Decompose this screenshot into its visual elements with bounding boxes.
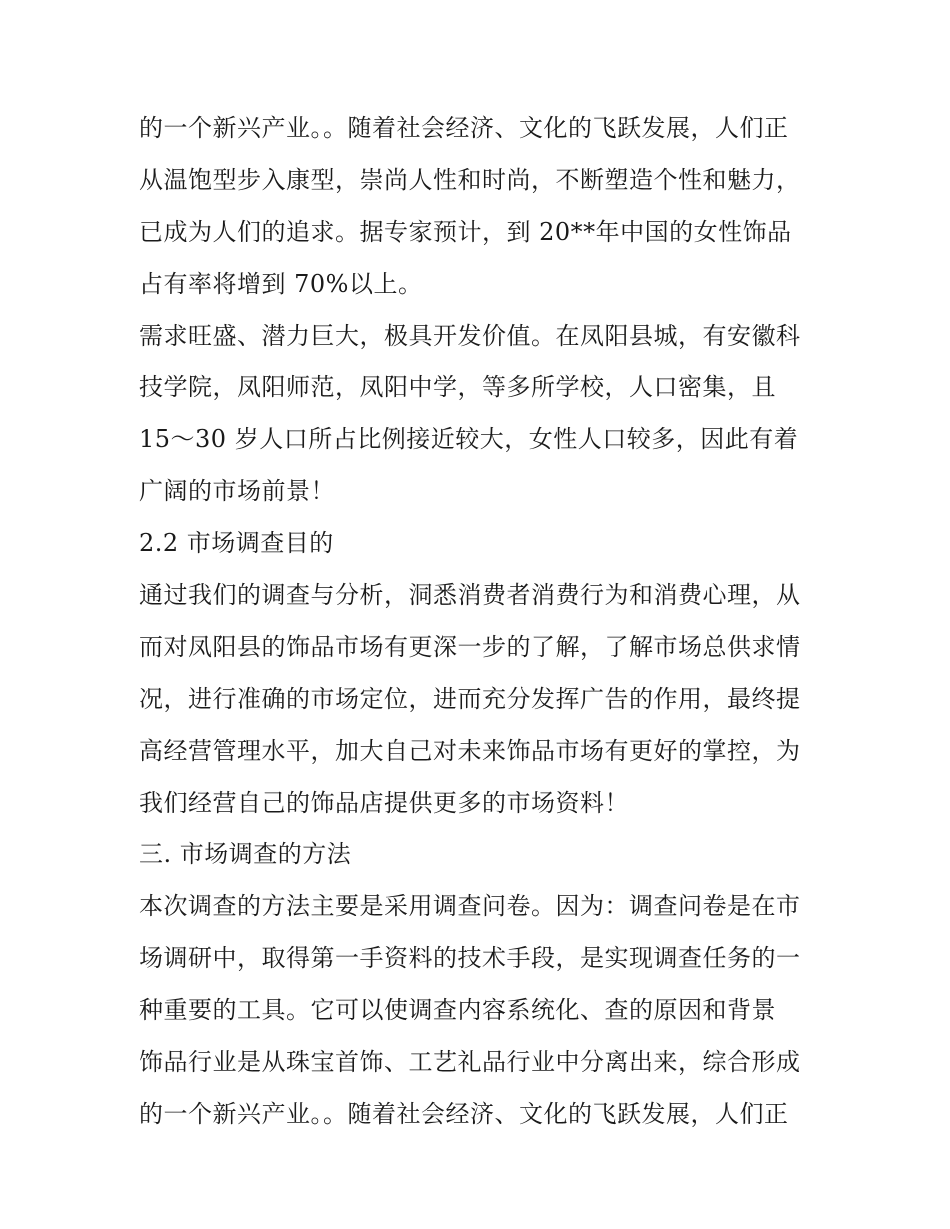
text-line: 通过我们的调查与分析，洞悉消费者消费行为和消费心理，从	[139, 581, 801, 610]
text-line: 场调研中，取得第一手资料的技术手段，是实现调查任务的一	[139, 944, 801, 973]
text-line: 饰品行业是从珠宝首饰、工艺礼品行业中分离出来，综合形成	[139, 1048, 801, 1077]
text-line: 而对凤阳县的饰品市场有更深一步的了解，了解市场总供求情	[139, 632, 801, 661]
text-line: 的一个新兴产业。。随着社会经济、文化的飞跃发展，人们正	[139, 114, 789, 142]
text-line: 广阔的市场前景！	[139, 477, 335, 506]
text-line: 技学院，凤阳师范，凤阳中学，等多所学校，人口密集，且	[139, 373, 776, 402]
text-line: 我们经营自己的饰品店提供更多的市场资料！	[139, 788, 629, 817]
text-line: 的一个新兴产业。。随着社会经济、文化的飞跃发展，人们正	[139, 1099, 789, 1128]
text-line: 已成为人们的追求。据专家预计，到 20**年中国的女性饰品	[139, 217, 792, 246]
text-line: 15～30 岁人口所占比例接近较大，女性人口较多，因此有着	[139, 425, 799, 454]
text-line: 况，进行准确的市场定位，进而充分发挥广告的作用，最终提	[139, 684, 801, 713]
text-line: 占有率将增到 70%以上。	[139, 269, 423, 298]
document-body	[139, 103, 819, 1141]
text-line: 从温饱型步入康型，崇尚人性和时尚，不断塑造个性和魅力，	[139, 165, 801, 194]
section-heading: 2.2 市场调查目的	[139, 529, 334, 558]
section-heading: 三. 市场调查的方法	[139, 840, 352, 869]
text-line: 需求旺盛、潜力巨大，极具开发价值。在凤阳县城，有安徽科	[139, 321, 801, 350]
text-line: 高经营管理水平，加大自己对未来饰品市场有更好的掌控，为	[139, 736, 801, 765]
text-line: 本次调查的方法主要是采用调查问卷。因为：调查问卷是在市	[139, 892, 801, 921]
text-line: 种重要的工具。它可以使调查内容系统化、查的原因和背景	[139, 996, 776, 1025]
